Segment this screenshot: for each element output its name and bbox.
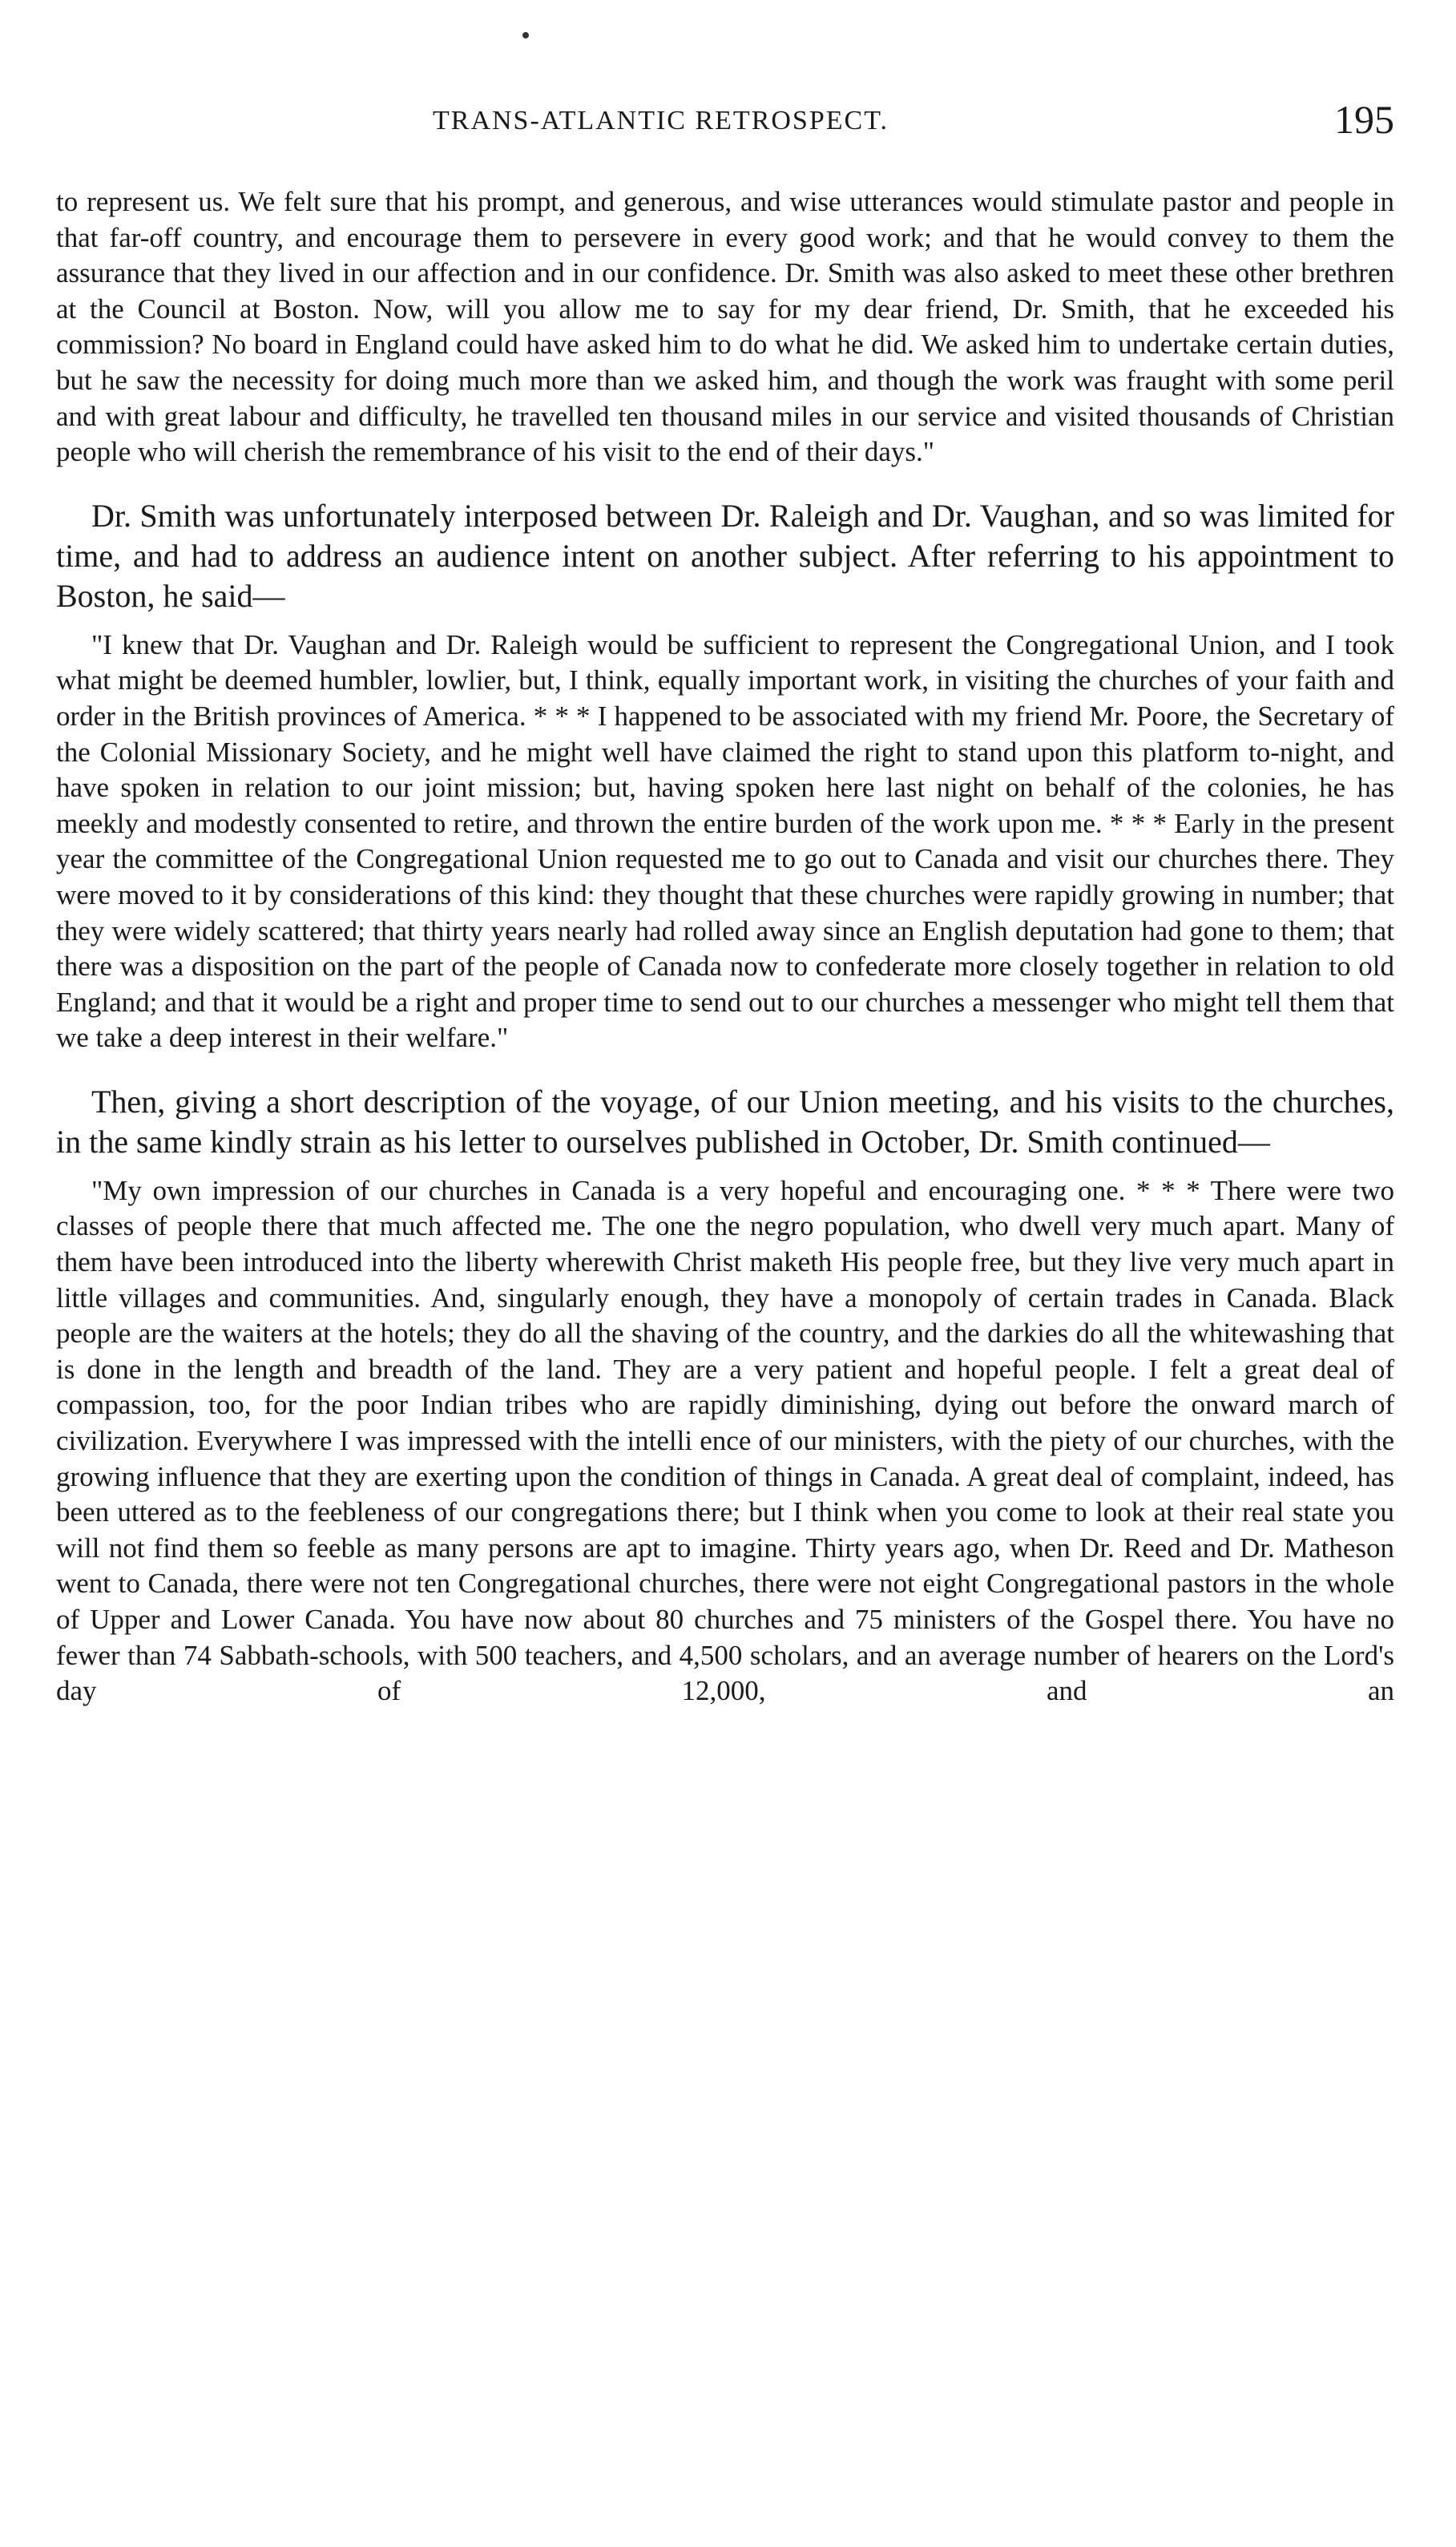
running-title: TRANS-ATLANTIC RETROSPECT. bbox=[433, 106, 889, 135]
quoted-paragraph: "My own impression of our churches in Canada is a very hopeful and encouraging one. * * * There were two classes of people there that much affected me. The one the negro population, who dwell very much apart. Many of them have been introduced into the liberty wherewith Christ maketh His people free, but they live very much apart in little villages and communities. And, singularly enough, they have a monopoly of certain trades in Canada. Black people are the waiters at the hotels; they do all the shaving of the country, and the darkies do all the whitewashing that is done in the length and breadth of the land. They are a very patient and hopeful people. I felt a great deal of compassion, too, for the poor Indian tribes who are rapidly diminishing, dying out before the onward march of civilization. Everywhere I was impressed with the intelli ence of our ministers, with the piety of our churches, with the growing influence that they are exerting upon the condition of things in Canada. A great deal of complaint, indeed, has been uttered as to the feebleness of our congregations there; but I think when you come to look at their real state you will not find them so feeble as many persons are apt to imagine. Thirty years ago, when Dr. Reed and Dr. Matheson went to Canada, there were not ten Congregational churches, there were not eight Congregational pastors in the whole of Upper and Lower Canada. You have now about 80 churches and 75 ministers of the Gospel there. You have no fewer than 74 Sabbath-schools, with 500 teachers, and 4,500 scholars, and an average number of hearers on the Lord's day of 12,000, and an bbox=[56, 1174, 1394, 1707]
page-number: 195 bbox=[1334, 97, 1394, 142]
page-header bbox=[56, 96, 1394, 144]
quoted-paragraph-continued: to represent us. We felt sure that his prompt, and generous, and wise utterances would stimulate pastor and people in that far-off country, and encourage them to persevere in every good work; and that he would convey to them the assurance that they lived in our affection and in our confidence. Dr. Smith was also asked to meet these other brethren at the Council at Boston. Now, will you allow me to say for my dear friend, Dr. Smith, that he exceeded his commission? No board in England could have asked him to do what he did. We asked him to undertake certain duties, but he saw the necessity for doing much more than we asked him, and though the work was fraught with some peril and with great labour and difficulty, he travelled ten thousand miles in our service and visited thousands of Christian people who will cherish the remembrance of his visit to the end of their days." bbox=[56, 186, 1394, 468]
narrative-paragraph: Dr. Smith was unfortunately interposed between Dr. Raleigh and Dr. Vaughan, and so was limited for time, and had to address an audience intent on another subject. After referring to his appointment to Boston, he said— bbox=[56, 497, 1394, 614]
quoted-paragraph: "I knew that Dr. Vaughan and Dr. Raleigh would be sufficient to represent the Congregational Union, and I took what might be deemed humbler, lowlier, but, I think, equally important work, in visiting the churches of your faith and order in the British provinces of America. * * * I happened to be associated with my friend Mr. Poore, the Secretary of the Colonial Missionary Society, and he might well have claimed the right to stand upon this platform to-night, and have spoken in relation to our joint mission; but, having spoken here last night on behalf of the colonies, he has meekly and modestly consented to retire, and thrown the entire burden of the work upon me. * * * Early in the present year the committee of the Congregational Union requested me to go out to Canada and visit our churches there. They were moved to it by considerations of this kind: they thought that these churches were rapidly growing in number; that they were widely scattered; that thirty years nearly had rolled away since an English deputation had gone to them; that there was a disposition on the part of the people of Canada now to confederate more closely together in relation to old England; and that it would be a right and proper time to send out to our churches a messenger who might tell them that we take a deep interest in their welfare." bbox=[56, 628, 1394, 1054]
page-body bbox=[56, 184, 1394, 1709]
narrative-paragraph: Then, giving a short description of the voyage, of our Union meeting, and his visits to the churches, in the same kindly strain as his letter to ourselves published in October, Dr. Smith continued— bbox=[56, 1083, 1394, 1160]
ink-speck bbox=[522, 32, 529, 38]
